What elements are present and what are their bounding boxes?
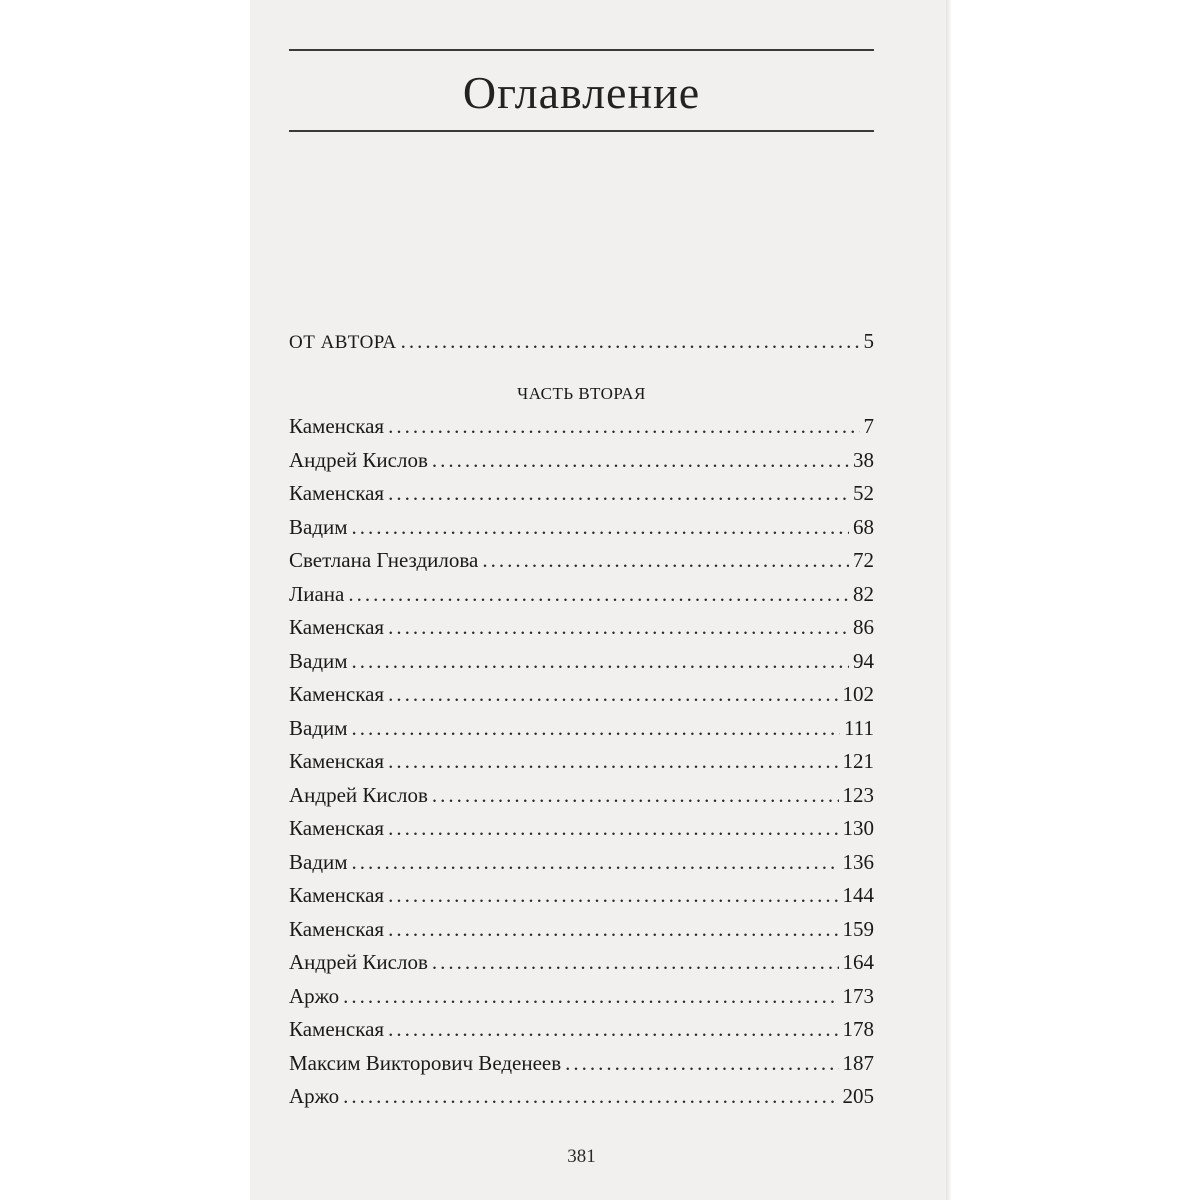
dot-leader: [352, 846, 839, 880]
page-edge: [946, 0, 952, 1200]
toc-entry-label: Андрей Кислов: [289, 782, 428, 807]
dot-leader: [388, 410, 859, 444]
toc-entry: [289, 745, 874, 779]
dot-leader: [432, 779, 839, 813]
toc-entry-label: Каменская: [289, 615, 385, 639]
toc-entry: [289, 477, 874, 511]
toc-entry: [289, 645, 874, 679]
toc-entry-label: Светлана Гнездилова: [289, 548, 479, 572]
dot-leader: [388, 477, 849, 511]
toc-entry-page: 68: [853, 514, 874, 539]
dot-leader: [432, 946, 839, 980]
dot-leader: [388, 745, 838, 779]
toc-entry: [289, 444, 874, 478]
page-title: Оглавление: [462, 67, 701, 118]
toc-entry: [289, 712, 874, 746]
toc-entry-page: 159: [842, 916, 874, 941]
toc-entry-label: Каменская: [289, 916, 385, 941]
toc-entry-page: 187: [842, 1050, 874, 1075]
toc-entry: [289, 544, 874, 578]
dot-leader: [352, 511, 849, 545]
toc-entry-page: 82: [853, 581, 874, 606]
dot-leader: [388, 913, 838, 947]
toc-entry-page: 121: [842, 749, 874, 773]
toc-entry-page: 94: [853, 648, 874, 673]
toc-entry-label: Каменская: [289, 883, 385, 907]
toc-entry-page: 38: [853, 447, 874, 472]
toc-entry-page: 111: [844, 715, 874, 740]
dot-leader: [482, 544, 849, 578]
toc-entry-label: Каменская: [289, 816, 385, 840]
toc-entry-label: ОТ АВТОРА: [289, 332, 397, 353]
toc-entry-page: 205: [842, 1084, 874, 1108]
toc-entry: [289, 846, 874, 880]
dot-leader: [388, 678, 838, 712]
toc-entry: [289, 410, 874, 444]
toc-entry: [289, 812, 874, 846]
toc-entry-page: 52: [853, 481, 874, 505]
toc-entry-page: 173: [842, 983, 874, 1008]
toc-entry-label: Андрей Кислов: [289, 950, 428, 974]
toc-entry: [289, 511, 874, 545]
table-of-contents: [289, 325, 874, 1114]
toc-entry: [289, 678, 874, 712]
toc-entry-page: 136: [842, 849, 874, 874]
toc-entry: [289, 1013, 874, 1047]
toc-entry-page: 178: [842, 1017, 874, 1041]
dot-leader: [352, 712, 841, 746]
toc-entry-page: 86: [853, 615, 874, 639]
dot-leader: [352, 645, 849, 679]
dot-leader: [343, 1080, 838, 1114]
page-number: 381: [567, 1146, 596, 1167]
title-rule: [289, 130, 874, 132]
toc-entry: [289, 1047, 874, 1081]
toc-entry-label: Аржо: [289, 1084, 340, 1108]
toc-entry-label: Андрей Кислов: [289, 447, 428, 472]
dot-leader: [565, 1047, 838, 1081]
toc-entry-page: 102: [842, 682, 874, 706]
toc-entry-label: Каменская: [289, 749, 385, 773]
toc-entry: [289, 779, 874, 813]
dot-leader: [343, 980, 838, 1014]
dot-leader: [388, 879, 838, 913]
toc-entry-page: 72: [853, 548, 874, 572]
toc-entry: [289, 946, 874, 980]
dot-leader: [348, 578, 849, 612]
toc-entry-label: Лиана: [289, 581, 345, 606]
toc-entry-label: Каменская: [289, 1017, 385, 1041]
toc-entry-list: [289, 410, 874, 1114]
dot-leader: [401, 325, 860, 359]
toc-entry: [289, 980, 874, 1014]
toc-entry-label: Каменская: [289, 414, 385, 438]
toc-entry: [289, 913, 874, 947]
toc-entry-label: Каменская: [289, 682, 385, 706]
dot-leader: [432, 444, 849, 478]
toc-entry: [289, 879, 874, 913]
toc-entry-page: 144: [842, 883, 874, 907]
toc-entry: [289, 578, 874, 612]
toc-entry-author-note: [289, 325, 874, 359]
toc-entry-page: 5: [863, 329, 874, 353]
toc-entry-page: 130: [842, 816, 874, 840]
toc-entry-label: Вадим: [289, 648, 348, 673]
toc-entry-page: 123: [842, 782, 874, 807]
toc-entry-label: Вадим: [289, 715, 348, 740]
toc-entry-label: Максим Викторович Веденеев: [289, 1050, 562, 1075]
toc-entry-label: Аржо: [289, 983, 340, 1008]
toc-entry-page: 164: [842, 950, 874, 974]
part-heading: ЧАСТЬ ВТОРАЯ: [517, 383, 646, 403]
dot-leader: [388, 812, 838, 846]
dot-leader: [388, 611, 849, 645]
dot-leader: [388, 1013, 838, 1047]
toc-entry: [289, 611, 874, 645]
toc-entry-label: Вадим: [289, 849, 348, 874]
toc-entry-label: Вадим: [289, 514, 348, 539]
toc-entry-label: Каменская: [289, 481, 385, 505]
top-rule: [289, 49, 874, 51]
toc-entry-page: 7: [863, 414, 874, 438]
toc-entry: [289, 1080, 874, 1114]
